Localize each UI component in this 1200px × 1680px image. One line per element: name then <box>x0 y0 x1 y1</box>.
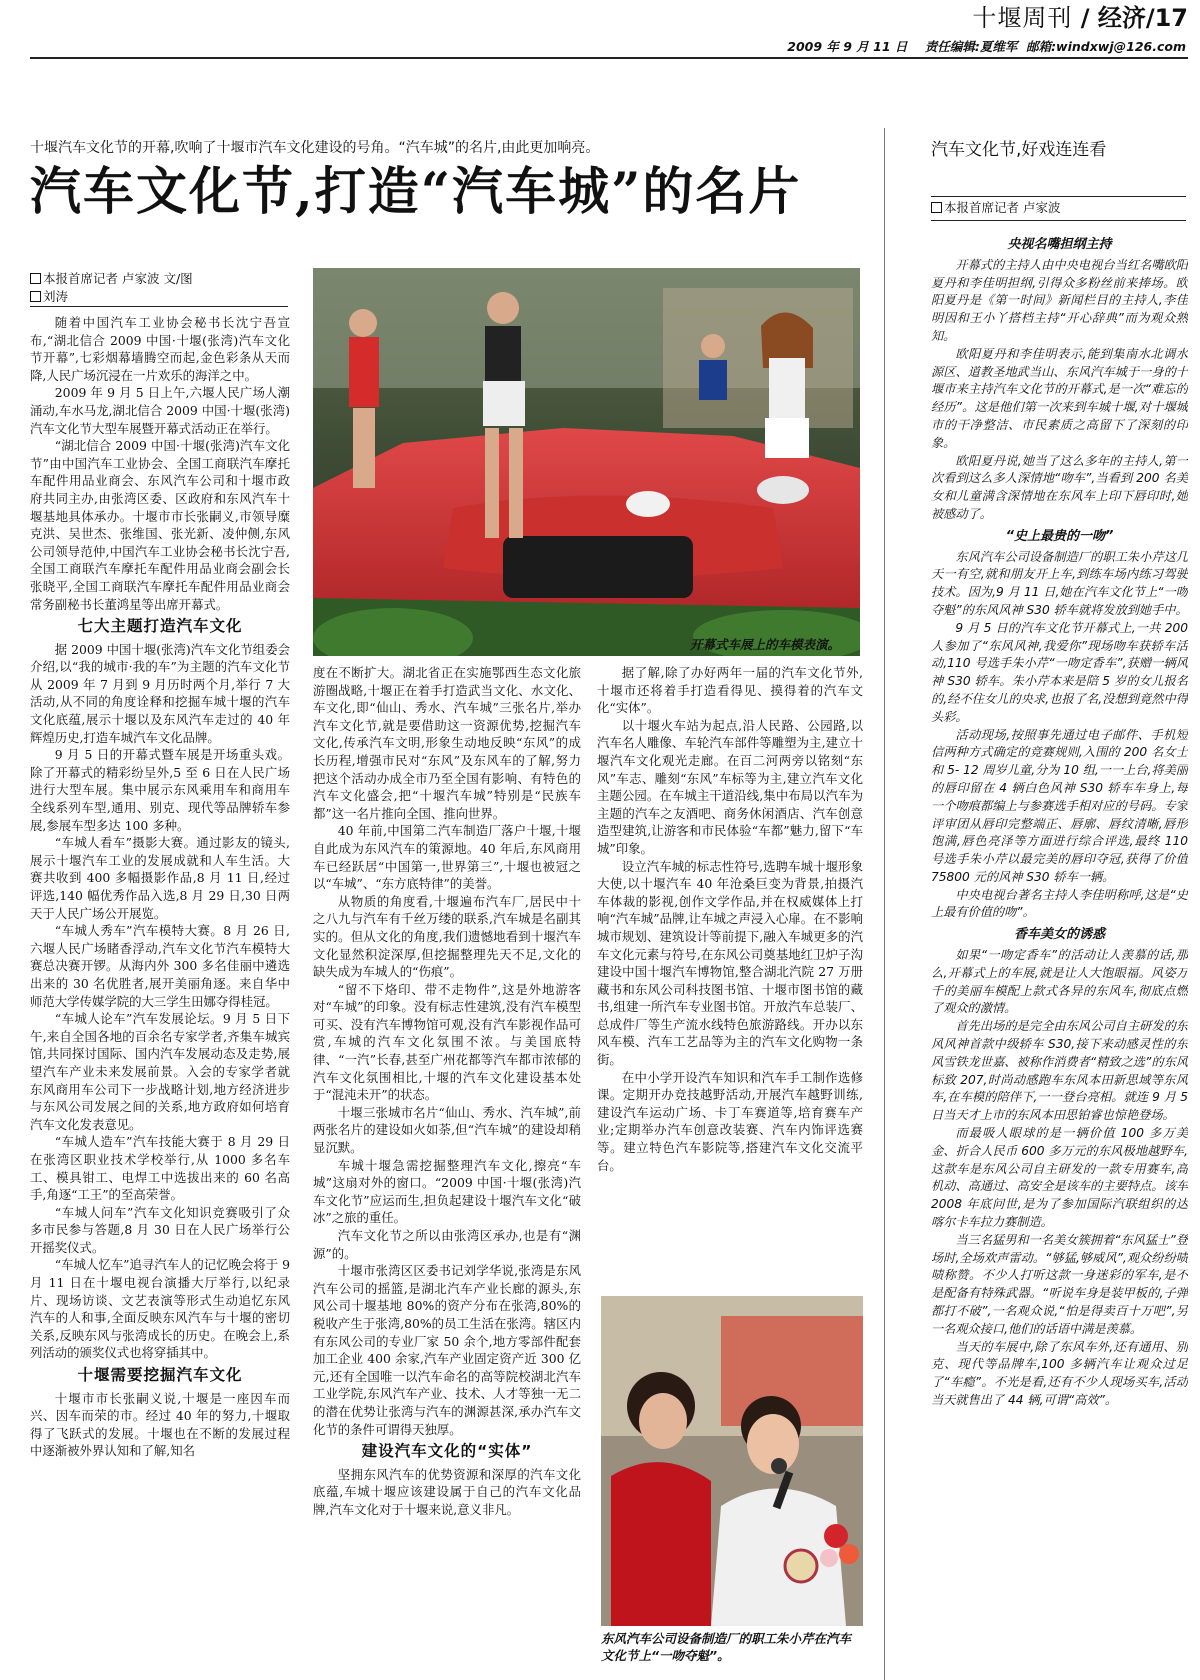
paragraph: “车城人论车”汽车发展论坛。9 月 5 日下午,来自全国各地的百余名专家学者,齐集车城宾馆,共同探讨国际、国内汽车发展动态及走势,展望汽车产业未来发展前景。入会的专家学者就东风商用车公司下一步战略计划,地方经济进步与东风公司发展之间的关系,地方政府如何培育汽车文化发表意见。 <box>30 1011 290 1132</box>
section-name: 经济 <box>1097 4 1146 32</box>
paragraph: “留不下烙印、带不走物件”,这是外地游客对“车城”的印象。没有标志性建筑,没有汽车模型可买、没有汽车博物馆可观,没有汽车影视作品可赏,车城的汽车文化氛围不浓。与美国底特律、“一汽”长春,甚至广州花都等汽车都市浓郁的汽车文化氛围相比,十堰的汽车文化建设基本处于“混沌未开”的状态。 <box>313 981 581 1103</box>
article-column-2 <box>313 664 581 1680</box>
photo-kiss-winner-caption: 东风汽车公司设备制造厂的职工朱小芹在汽车文化节上“一吻夺魁”。 <box>601 1631 852 1663</box>
headline: 汽车文化节,打造“汽车城”的名片 <box>30 162 802 222</box>
photo-car-show-caption: 开幕式车展上的车模表演。 <box>690 637 841 652</box>
paragraph: 当三名猛男和一名美女簇拥着“东风猛士”登场时,全场欢声雷动。“够猛,够威风”,观众纷纷啧啧称赞。不少人打听这款一身迷彩的军车,是不是配备有特殊武器。“听说车身是装甲板的,子弹都打不破”,一名观众说,“怕是得卖百十万吧”,另一名观众接口,他们的话语中满是羡慕。 <box>931 1232 1188 1336</box>
subheading-mining-culture: 十堰需要挖掘汽车文化 <box>77 1366 243 1385</box>
paragraph: 十堰市市长张嗣义说,十堰是一座因车而兴、因车而荣的市。经过 40 年的努力,十堰取得了飞跃式的发展。十堰也在不断的发展过程中逐渐被外界认知和了解,知名 <box>30 1390 290 1459</box>
side-byline-text: 本报首席记者 卢家波 <box>944 200 1061 215</box>
paragraph: “车城人看车”摄影大赛。通过影友的镜头,展示十堰汽车工业的发展成就和人车生活。大赛共收到 400 多幅摄影作品,8 月 11 日,经过评选,140 幅优秀作品入选,8 月 29 日,30 日两天于人民广场公开展览。 <box>30 835 290 921</box>
paragraph: 如果“一吻定香车”的活动让人羡慕的话,那么,开幕式上的车展,就是让人大饱眼福。风姿万千的美丽车模配上款式各异的东风车,彻底点燃了观众的激情。 <box>931 948 1188 1016</box>
side-subheading-temptation: 香车美女的诱惑 <box>1013 927 1105 943</box>
paragraph: 十堰三张城市名片“仙山、秀水、汽车城”,前两张名片的建设如火如荼,但“汽车城”的建设却稍显沉默。 <box>313 1104 581 1156</box>
paragraph: 汽车文化节之所以由张湾区承办,也是有“渊源”的。 <box>313 1228 581 1261</box>
issue-info <box>787 37 1186 55</box>
paragraph: 而最吸人眼球的是一辆价值 100 多万美金、折合人民币 600 多万元的东风极地越野车,这款车是东风公司自主研发的一款专用赛车,高机动、高通过、高安全是该车的主要特点。该车 2008 年底问世,是为了参加国际汽联组织的达喀尔卡车拉力赛制造。 <box>931 1126 1188 1230</box>
paragraph: “车城人忆车”追寻汽车人的记忆晚会将于 9 月 11 日在十堰电视台演播大厅举行,以纪录片、现场访谈、文艺表演等形式生动追忆东风汽车的人和事,全面反映东风汽车与十堰的密切关系,反映东风与张湾成长的历史。在晚会上,系列活动的颁奖仪式也将穿插其中。 <box>30 1257 290 1361</box>
page-number: /17 <box>1145 4 1188 32</box>
photo-car-show <box>313 268 860 656</box>
paragraph: 2009 年 9 月 5 日上午,六堰人民广场人潮涌动,车水马龙,湖北信合 2009 中国·十堰(张湾)汽车文化节大型车展暨开幕式活动正在举行。 <box>30 385 290 436</box>
side-headline: 汽车文化节,好戏连连看 <box>931 140 1107 160</box>
byline-rule <box>30 306 288 307</box>
byline-photo: 刘涛 <box>43 289 69 304</box>
masthead-title: 十堰周刊 <box>972 4 1073 32</box>
paragraph: 从物质的角度看,十堰遍布汽车厂,居民中十之八九与汽车有千丝万缕的联系,汽车城是名副其实的。但从文化的角度,我们遗憾地看到十堰汽车文化显然积淀深厚,但挖掘整理先天不足,文化的缺失成为车城人的“伤痕”。 <box>313 893 581 980</box>
paragraph: 40 年前,中国第二汽车制造厂落户十堰,十堰自此成为东风汽车的策源地。40 年后,东风商用车已经跃居“中国第一,世界第三”,十堰也被冠之以“车城”、“东方底特律”的美誉。 <box>313 823 581 892</box>
side-byline-rule <box>931 220 1186 221</box>
paragraph: “车城人问车”汽车文化知识竞赛吸引了众多市民参与答题,8 月 30 日在人民广场举行公开摇奖仪式。 <box>30 1204 290 1255</box>
paragraph: “湖北信合 2009 中国·十堰(张湾)汽车文化节”由中国汽车工业协会、全国工商联汽车摩托车配件用品业商会、东风汽车公司和十堰市政府共同主办,由张湾区委、区政府和东风汽车十堰基地具体承办。十堰市市长张嗣义,市领导糜克洪、吴世杰、张维国、张光新、凌仲侧,东风公司领导范仲,中国汽车工业协会秘书长沈宁吾,全国工商联汽车摩托车配件用品业商会副会长张晓平,全国工商联汽车摩托车配件用品业商会常务副秘书长董鸿星等出席开幕式。 <box>30 438 290 612</box>
side-byline <box>931 199 1060 217</box>
car-show-illustration <box>313 268 860 656</box>
paragraph: 9 月 5 日的汽车文化节开幕式上,一共 200 人参加了“东风风神,我爱你”现场吻车获轿车活动,110 号选手朱小芹“一吻定香车”,获赠一辆风神 S30 轿车。朱小芹本来是陪 5 岁的女儿报名的,经不住女儿的央求,也报了名,没想到竟然中得头彩。 <box>931 620 1188 724</box>
kiss-winner-illustration <box>601 1296 863 1626</box>
paragraph: 据 2009 中国十堰(张湾)汽车文化节组委会介绍,以“我的城市·我的车”为主题的汽车文化节从 2009 年 7 月到 9 月历时两个月,举行 7 大活动,从不同的角度诠释和挖掘车城十堰的汽车文化底蕴,展示十堰以及东风汽车走过的 40 年辉煌历史,打造车城汽车文化品牌。 <box>30 641 290 745</box>
paragraph: 中央电视台著名主持人李佳明称呼,这是“史上最有价值的吻”。 <box>931 887 1188 920</box>
byline-reporter: 本报首席记者 卢家波 文/图 <box>43 271 193 286</box>
paragraph: 十堰市张湾区区委书记刘学华说,张湾是东风汽车公司的摇篮,是湖北汽车产业长廊的源头,东风公司十堰基地 80%的资产分布在张湾,80%的税收产生于张湾,80%的员工生活在张湾。辖区内有东风公司的专业厂家 50 余个,地方零部件配套加工企业 400 余家,汽车产业固定资产近 300 亿元,还有全国唯一以汽车命名的高等院校湖北汽车工业学院,东风汽车产业、技术、人才等独一无二的潜在优势让张湾与汽车的渊源甚深,承办汽车文化节的条件可谓得天独厚。 <box>313 1263 581 1437</box>
paragraph: 首先出场的是完全由东风公司自主研发的东风风神首款中级轿车 S30,接下来动感灵性的东风雪铁龙世嘉、被称作消费者“精致之选”的东风标致 207,时尚动感跑车东风本田新思域等东风车,在车模的陪伴下,一一登台亮相。就连 9 月 5 日当天才上市的东风本田思铂睿也惊艳登场。 <box>931 1019 1188 1123</box>
paragraph: 9 月 5 日的开幕式暨车展是开场重头戏。除了开幕式的精彩纷呈外,5 至 6 日在人民广场进行大型车展。集中展示东风乘用车和商用车全线系列车型,通用、别克、现代等品牌轿车参展,参展车型多达 100 多种。 <box>30 747 290 833</box>
side-article-body <box>931 232 1188 1680</box>
side-subheading-kiss: “史上最贵的一吻” <box>1005 528 1114 544</box>
header-rule <box>30 57 1188 59</box>
side-headline-rule <box>931 196 1186 197</box>
paragraph: 东风汽车公司设备制造厂的职工朱小芹这几天一有空,就和朋友开上车,到练车场内练习驾驶技术。因为,9 月 11 日,她在汽车文化节上“一吻夺魁”的东风风神 S30 轿车就将发放到她手中。 <box>931 549 1188 617</box>
paragraph: 车城十堰急需挖掘整理汽车文化,擦亮“车城”这扇对外的窗口。“2009 中国·十堰(张湾)汽车文化节”应运而生,担负起建设十堰汽车文化“破冰”之旅的重任。 <box>313 1157 581 1226</box>
paragraph: “车城人秀车”汽车模特大赛。8 月 26 日,六堰人民广场睹香浮动,汽车文化节汽车模特大赛总决赛开锣。从海内外 300 多名佳丽中遴选出来的 30 名优胜者,展开美丽角逐。来自华中师范大学传媒学院的大三学生田娜夺得桂冠。 <box>30 923 290 1009</box>
editor: 责任编辑:夏维军 <box>924 39 1018 54</box>
paragraph: 随着中国汽车工业协会秘书长沈宁吾宣布,“湖北信合 2009 中国·十堰(张湾)汽车文化节开幕”,七彩烟幕墙腾空而起,金色彩条从天而降,人民广场沉浸在一片欢乐的海洋之中。 <box>30 315 290 383</box>
paragraph: 据了解,除了办好两年一届的汽车文化节外,十堰市还将着手打造看得见、摸得着的汽车文化“实体”。 <box>597 665 863 716</box>
paragraph: 当天的车展中,除了东风车外,还有通用、别克、现代等品牌车,100 多辆汽车让观众过足了“车瘾”。不光是看,还有不少人现场买车,活动当天就售出了 44 辆,可谓“高效”。 <box>931 1339 1188 1407</box>
issue-date: 2009 年 9 月 11 日 <box>787 39 908 54</box>
byline <box>30 270 288 306</box>
side-subheading-hosts: 央视名嘴担纲主持 <box>1007 237 1112 252</box>
paragraph: 度在不断扩大。湖北省正在实施鄂西生态文化旅游圈战略,十堰正在着手打造武当文化、水文化、车文化,即“仙山、秀水、汽车城”三张名片,举办汽车文化节,就是要借助这一资源优势,挖掘汽车文化,传承汽车文明,形象生动地反映“东风”的成长历程,增强市民对“东风”及东风车的了解,努力把这个活动办成全市乃至全国有影响、有特色的汽车文化盛会,把“十堰汽车城”特别是“民族车都”这一名片推向全国、推向世界。 <box>313 665 581 821</box>
paragraph: 开幕式的主持人由中央电视台当红名嘴欧阳夏丹和李佳明担纲,引得众多粉丝前来捧场。欧阳夏丹是《第一时间》新闻栏目的主持人,李佳明因和王小丫搭档主持“开心辞典”而为观众熟知。 <box>931 257 1188 343</box>
paragraph: 活动现场,按照事先通过电子邮件、手机短信两种方式确定的竞赛规则,入围的 200 名女士和 5- 12 周岁儿童,分为 10 组,一一上台,将美丽的唇印留在 4 辆白色风神 S30 轿车车身上,每一个吻痕都编上与参赛选手相对应的号码。专家评审团从唇印完整端正、唇廓、唇纹清晰,唇形饱满,唇色亮泽等方面进行综合评选,最终 110 号选手朱小芹以最完美的唇印夺冠,获得了价值 75800 元的风神 S30 轿车一辆。 <box>931 727 1188 884</box>
masthead: 十堰周刊 / 经济/17 <box>972 4 1188 32</box>
paragraph: 欧阳夏丹说,她当了这么多年的主持人,第一次看到这么多人深情地“吻车”,当看到 200 名美女和儿童满含深情地在东风车上印下唇印时,她被感动了。 <box>931 453 1188 521</box>
paragraph: 欧阳夏丹和李佳明表示,能到集南水北调水源区、道教圣地武当山、东风汽车城于一身的十堰市来主持汽车文化节的开幕式,是一次“难忘的经历”。这是他们第一次来到车城十堰,对十堰城市的干净整洁、市民素质之高留下了深刻的印象。 <box>931 346 1188 450</box>
photo-kiss-winner <box>601 1296 863 1626</box>
paragraph: 以十堰火车站为起点,沿人民路、公园路,以汽车名人雕像、车轮汽车部件等雕塑为主,建立十堰汽车文化观光走廊。在百二河两旁以铭刻“东风”车志、雕刻“东风”车标等为主,建立汽车文化主题公园。在车城主干道沿线,集中布局以汽车为主题的汽车之友酒吧、商务休闲酒店、汽车创意造型建筑,让游客和市民体验“车都”魅力,留下“车城”印象。 <box>597 717 863 856</box>
paragraph: 设立汽车城的标志性符号,选聘车城十堰形象大使,以十堰汽车 40 年沧桑巨变为背景,拍摄汽车体裁的影视,创作文学作品,并在权威媒体上打响“汽车城”品牌,让车城之声浸入心扉。在不影响城市规划、建筑设计等前提下,融入车城更多的汽车文化元素与符号,在东风公司奠基地红卫炉子沟建设中国十堰汽车博物馆,整合湖北汽院 27 万册藏书和东风公司科技图书馆、十堰市图书馆的藏书,组建一所汽车专业图书馆。开放汽车总装厂、总成件厂等生产流水线特色旅游路线。开办以东风车模、汽车工艺品等为主的汽车文化购物一条街。 <box>597 858 863 1068</box>
paragraph: “车城人造车”汽车技能大赛于 8 月 29 日在张湾区职业技术学校举行,从 1000 多名车工、模具钳工、电焊工中选拔出来的 60 名高手,角逐“工王”的至高荣誉。 <box>30 1134 290 1203</box>
article-column-1 <box>30 314 290 1680</box>
column-separator <box>884 128 885 1680</box>
editor-email: 邮箱:windxwj@126.com <box>1026 39 1186 54</box>
article-column-3 <box>597 664 863 1264</box>
paragraph: 坚拥东风汽车的优势资源和深厚的汽车文化底蕴,车城十堰应该建设属于自己的汽车文化品牌,汽车文化对于十堰来说,意义非凡。 <box>313 1466 581 1517</box>
kicker: 十堰汽车文化节的开幕,吹响了十堰市汽车文化建设的号角。“汽车城”的名片,由此更加响亮。 <box>30 140 600 156</box>
subheading-culture-entity: 建设汽车文化的“实体” <box>361 1442 533 1461</box>
paragraph: 在中小学开设汽车知识和汽车手工制作选修课。定期开办竞技越野活动,开展汽车越野训练,建设汽车运动广场、卡丁车赛道等,培育赛车产业;定期举办汽车创意改装赛、汽车内饰评选赛等。建立特色汽车影院等,搭建汽车文化交流平台。 <box>597 1069 863 1173</box>
subheading-seven-themes: 七大主题打造汽车文化 <box>77 617 243 636</box>
